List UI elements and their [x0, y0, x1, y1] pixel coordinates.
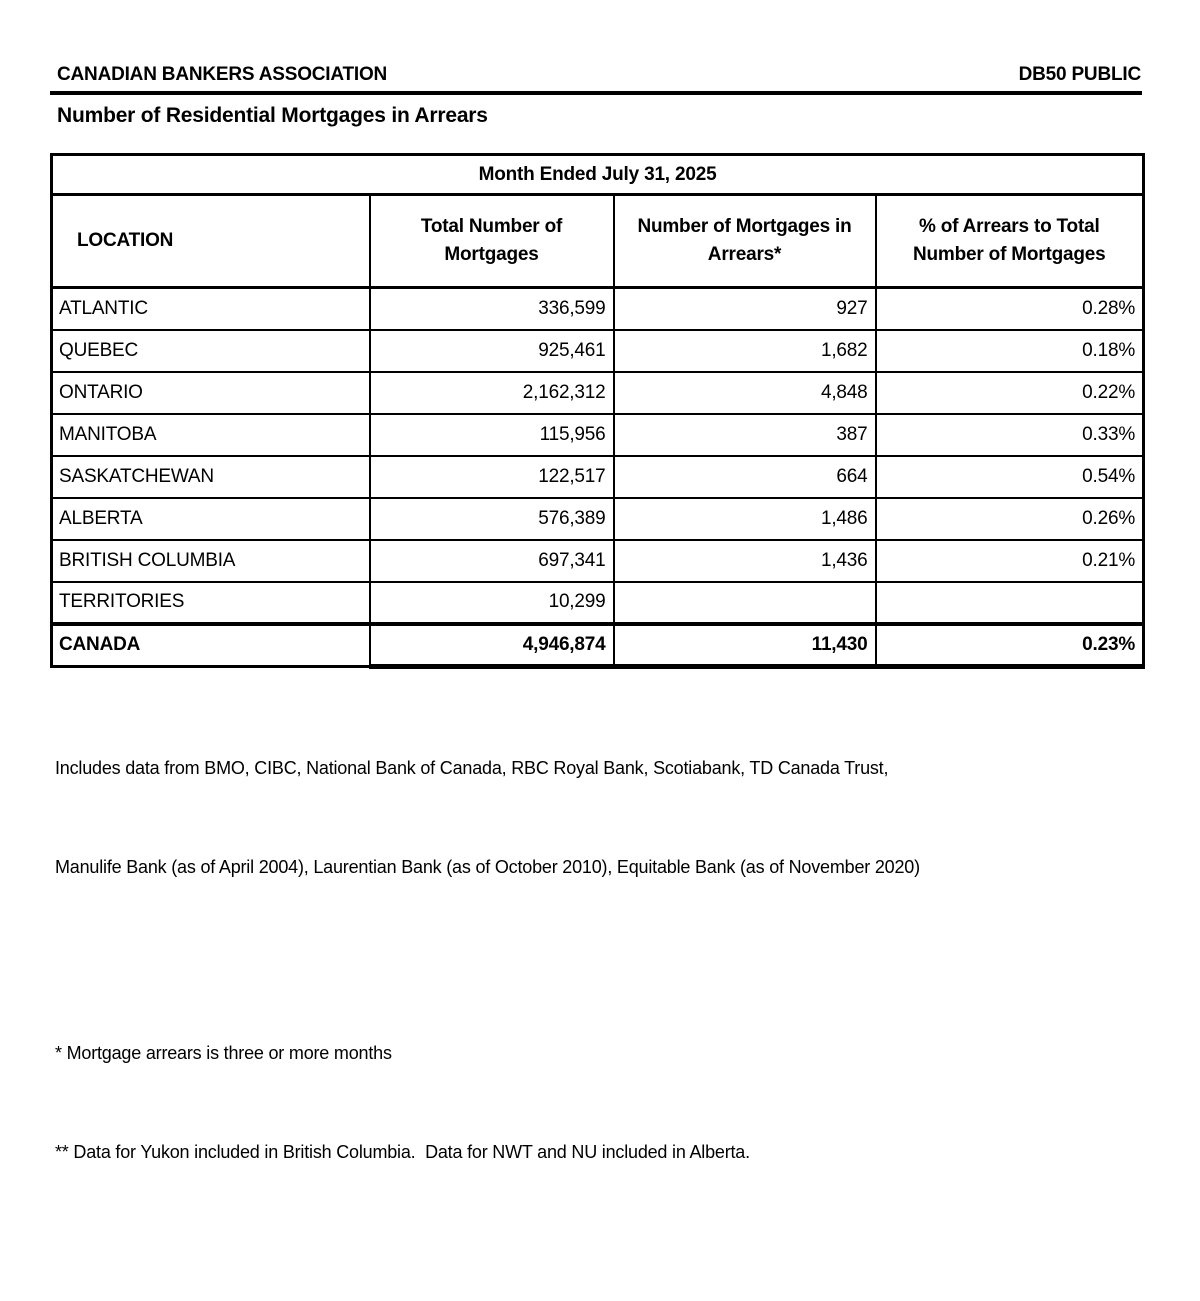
- location-cell: SASKATCHEWAN: [52, 456, 370, 498]
- pct-cell: 0.33%: [876, 414, 1144, 456]
- location-cell: ATLANTIC: [52, 288, 370, 330]
- page-header: [50, 64, 1142, 95]
- arrears-cell: 1,682: [614, 330, 876, 372]
- total-mortgages-cell: 10,299: [370, 582, 614, 624]
- arrears-cell: 4,848: [614, 372, 876, 414]
- location-cell: CANADA: [52, 624, 370, 667]
- notes-section: [55, 686, 1200, 1301]
- source-note-line2: Manulife Bank (as of April 2004), Laurentian Bank (as of October 2010), Equitable Bank (as of November 2020): [55, 857, 920, 877]
- table-row-quebec: [52, 330, 1144, 372]
- location-cell: BRITISH COLUMBIA: [52, 540, 370, 582]
- location-cell: TERRITORIES: [52, 582, 370, 624]
- total-mortgages-cell: 115,956: [370, 414, 614, 456]
- arrears-cell: 664: [614, 456, 876, 498]
- arrears-cell: 1,436: [614, 540, 876, 582]
- table-row-saskatchewan: [52, 456, 1144, 498]
- column-header-total-mortgages: Total Number of Mortgages: [370, 195, 614, 288]
- footnotes: [55, 971, 1200, 1235]
- pct-cell: 0.26%: [876, 498, 1144, 540]
- table-row-manitoba: [52, 414, 1144, 456]
- source-note-line1: Includes data from BMO, CIBC, National Bank of Canada, RBC Royal Bank, Scotiabank, TD Canada Trust,: [55, 758, 889, 778]
- arrears-cell: 1,486: [614, 498, 876, 540]
- total-mortgages-cell: 122,517: [370, 456, 614, 498]
- table-row-ontario: [52, 372, 1144, 414]
- pct-cell: 0.21%: [876, 540, 1144, 582]
- location-cell: MANITOBA: [52, 414, 370, 456]
- column-header-pct-arrears: % of Arrears to Total Number of Mortgages: [876, 195, 1144, 288]
- total-mortgages-cell: 4,946,874: [370, 624, 614, 667]
- org-name: CANADIAN BANKERS ASSOCIATION: [57, 64, 388, 85]
- pct-cell: [876, 582, 1144, 624]
- pct-cell: 0.18%: [876, 330, 1144, 372]
- doc-code: DB50 PUBLIC: [1018, 64, 1141, 85]
- column-header-row: [52, 195, 1144, 288]
- total-mortgages-cell: 697,341: [370, 540, 614, 582]
- pct-cell: 0.54%: [876, 456, 1144, 498]
- table-row-british-columbia: [52, 540, 1144, 582]
- footnote-territories-allocation: ** Data for Yukon included in British Columbia. Data for NWT and NU included in Alberta.: [55, 1142, 750, 1162]
- location-cell: QUEBEC: [52, 330, 370, 372]
- table-row-alberta: [52, 498, 1144, 540]
- period-row: [52, 155, 1144, 195]
- table-row-atlantic: [52, 288, 1144, 330]
- mortgage-arrears-table: [50, 153, 1145, 669]
- total-mortgages-cell: 576,389: [370, 498, 614, 540]
- pct-cell: 0.28%: [876, 288, 1144, 330]
- arrears-cell: 11,430: [614, 624, 876, 667]
- arrears-cell: 387: [614, 414, 876, 456]
- column-header-location: LOCATION: [52, 195, 370, 288]
- table-row-canada-total: [52, 624, 1144, 667]
- pct-cell: 0.22%: [876, 372, 1144, 414]
- total-mortgages-cell: 336,599: [370, 288, 614, 330]
- table-row-territories: [52, 582, 1144, 624]
- pct-cell: 0.23%: [876, 624, 1144, 667]
- total-mortgages-cell: 2,162,312: [370, 372, 614, 414]
- arrears-cell: [614, 582, 876, 624]
- column-header-arrears: Number of Mortgages in Arrears*: [614, 195, 876, 288]
- footnote-arrears-definition: * Mortgage arrears is three or more months: [55, 1043, 392, 1063]
- page-title: Number of Residential Mortgages in Arrears: [57, 104, 488, 127]
- arrears-cell: 927: [614, 288, 876, 330]
- total-mortgages-cell: 925,461: [370, 330, 614, 372]
- location-cell: ALBERTA: [52, 498, 370, 540]
- period-header: Month Ended July 31, 2025: [52, 155, 1144, 195]
- location-cell: ONTARIO: [52, 372, 370, 414]
